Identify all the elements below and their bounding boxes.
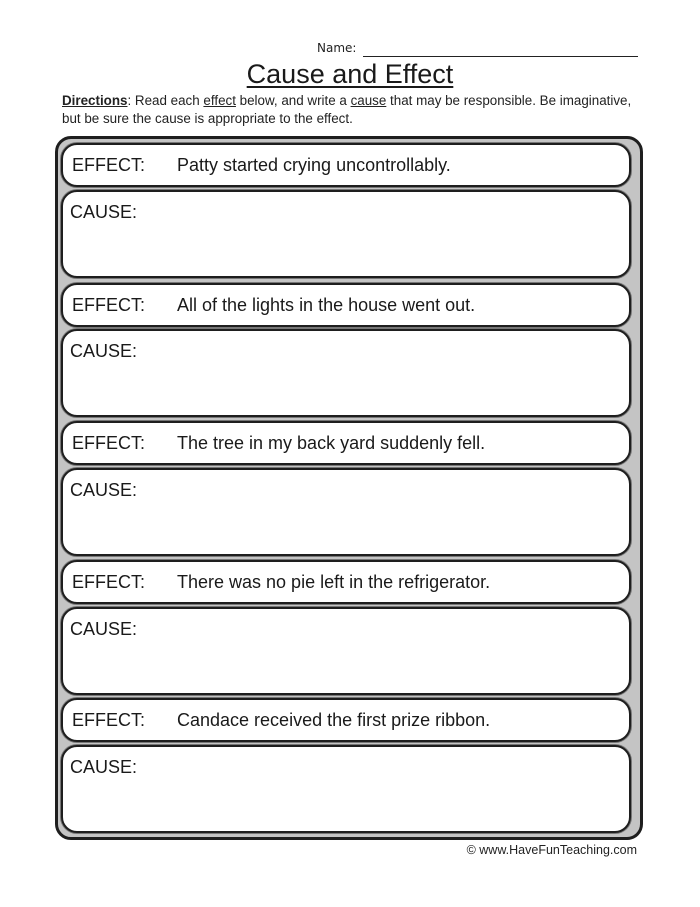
cause-box-1[interactable] xyxy=(61,190,631,278)
cause-effect-frame xyxy=(55,136,643,840)
cause-box-3[interactable] xyxy=(61,468,631,556)
cause-box-4[interactable] xyxy=(61,607,631,695)
cause-label: CAUSE: xyxy=(70,341,138,361)
directions-text: below, and write a xyxy=(235,93,351,108)
effect-text: Patty started crying uncontrollably. xyxy=(177,155,451,175)
effect-box-4 xyxy=(61,560,631,604)
effect-label: EFFECT: xyxy=(72,155,146,175)
effect-text: Candace received the first prize ribbon. xyxy=(177,710,491,730)
effect-box-2 xyxy=(61,283,631,327)
directions-text: : Read each xyxy=(127,93,204,108)
effect-box-5 xyxy=(61,698,631,742)
effect-text: The tree in my back yard suddenly fell. xyxy=(177,433,486,453)
effect-text: There was no pie left in the refrigerator. xyxy=(177,572,491,592)
cause-label: CAUSE: xyxy=(70,757,138,777)
name-input-line[interactable] xyxy=(363,56,638,57)
effect-label: EFFECT: xyxy=(72,295,146,315)
copyright-footer: © www.HaveFunTeaching.com xyxy=(466,843,637,857)
cause-label: CAUSE: xyxy=(70,480,138,500)
directions-effect-word: effect xyxy=(203,93,236,108)
cause-label: CAUSE: xyxy=(70,202,138,222)
directions-label: Directions xyxy=(62,93,128,108)
directions xyxy=(62,92,642,128)
cause-box-2[interactable] xyxy=(61,329,631,417)
effect-label: EFFECT: xyxy=(72,710,146,730)
effect-box-1 xyxy=(61,143,631,187)
directions-text: that may be responsible. Be imaginative, but be sure the cause is appropriate to the effect. xyxy=(62,93,632,126)
cause-label: CAUSE: xyxy=(70,619,138,639)
effect-box-3 xyxy=(61,421,631,465)
cause-box-5[interactable] xyxy=(61,745,631,833)
effect-label: EFFECT: xyxy=(72,572,146,592)
name-label: Name: xyxy=(317,41,357,55)
effect-text: All of the lights in the house went out. xyxy=(177,295,476,315)
effect-label: EFFECT: xyxy=(72,433,146,453)
directions-cause-word: cause xyxy=(350,93,387,108)
page-title: Cause and Effect xyxy=(246,59,454,89)
